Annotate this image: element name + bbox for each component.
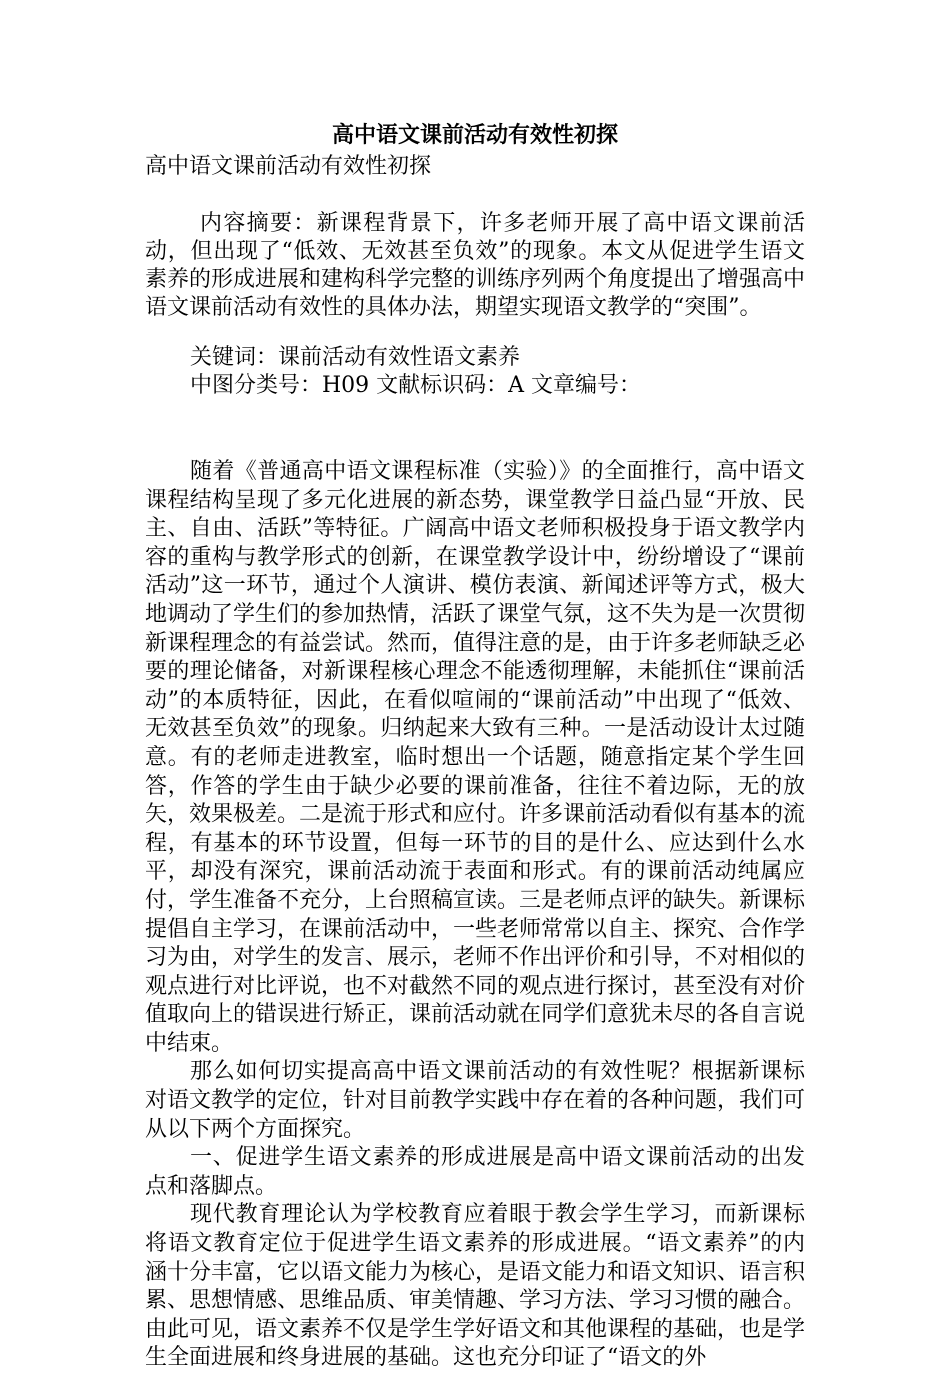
document-page [145, 118, 805, 1373]
body-paragraph: 随着《普通高中语文课程标准（实验）》的全面推行，高中语文课程结构呈现了多元化进展的新态势，课堂教学日益凸显“开放、民主、自由、活跃”等特征。广阔高中语文老师积极投身于语文教学内容的重构与教学形式的创新，在课堂教学设计中，纷纷增设了“课前活动”这一环节，通过个人演讲、模仿表演、新闻述评等方式，极大地调动了学生们的参加热情，活跃了课堂气氛，这不失为是一次贯彻新课程理念的有益尝试。然而，值得注意的是，由于许多老师缺乏必要的理论储备，对新课程核心理念不能透彻理解，未能抓住“课前活动”的本质特征，因此，在看似喧闹的“课前活动”中出现了“低效、无效甚至负效”的现象。归纳起来大致有三种。一是活动设计太过随意。有的老师走进教室，临时想出一个话题，随意指定某个学生回答，作答的学生由于缺少必要的课前准备，往往不着边际，无的放矢，效果极差。二是流于形式和应付。许多课前活动看似有基本的流程，有基本的环节设置，但每一环节的目的是什么、应达到什么水平，却没有深究，课前活动流于表面和形式。有的课前活动纯属应付，学生准备不充分，上台照稿宣读。三是老师点评的缺失。新课标提倡自主学习，在课前活动中，一些老师常常以自主、探究、合作学习为由，对学生的发言、展示，老师不作出评价和引导，不对相似的观点进行对比评说，也不对截然不同的观点进行探讨，甚至没有对价值取向上的错误进行矫正，课前活动就在同学们意犹未尽的各自言说中结束。 [145, 459, 806, 1056]
document-title: 高中语文课前活动有效性初探 [331, 122, 618, 148]
abstract-paragraph: 内容摘要：新课程背景下，许多老师开展了高中语文课前活动，但出现了“低效、无效甚至负效”的现象。本文从促进学生语文素养的形成进展和建构科学完整的训练序列两个角度提出了增强高中语文课前活动有效性的具体办法，期望实现语文教学的“突围”。 [145, 211, 806, 320]
document-subtitle: 高中语文课前活动有效性初探 [145, 154, 432, 179]
body-text [145, 458, 805, 1373]
keywords-line: 关键词：课前活动有效性语文素养 [190, 345, 521, 370]
body-paragraph: 现代教育理论认为学校教育应着眼于教会学生学习，而新课标将语文教育定位于促进学生语文素养的形成进展。“语文素养”的内涵十分丰富，它以语文能力为核心，是语文能力和语文知识、语言积累、思想情感、思维品质、审美情趣、学习方法、学习习惯的融合。由此可见，语文素养不仅是学生学好语文和其他课程的基础，也是学生全面进展和终身进展的基础。这也充分印证了“语文的外 [145, 1202, 806, 1371]
metadata-block [145, 344, 805, 400]
body-paragraph: 那么如何切实提高高中语文课前活动的有效性呢？根据新课标对语文教学的定位，针对目前教学实践中存在着的各种问题，我们可从以下两个方面探究。 [145, 1059, 806, 1142]
section-heading-paragraph: 一、促进学生语文素养的形成进展是高中语文课前活动的出发点和落脚点。 [145, 1145, 805, 1199]
classification-line: 中图分类号：H09 文献标识码：A 文章编号： [190, 373, 642, 398]
